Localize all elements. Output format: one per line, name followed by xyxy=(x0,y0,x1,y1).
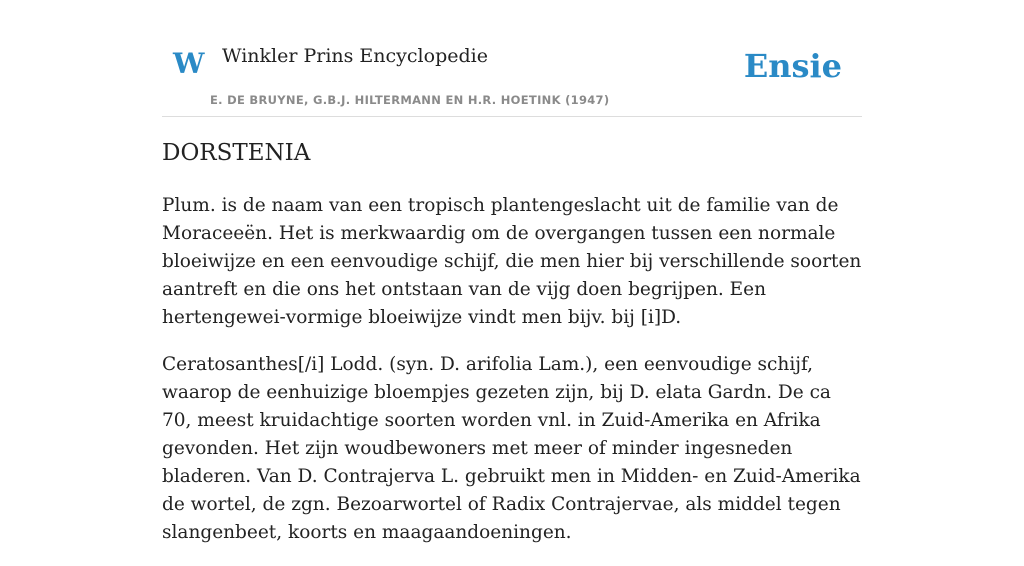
winkler-prins-logo[interactable]: W xyxy=(173,47,205,80)
article-title: DORSTENIA xyxy=(162,140,311,166)
article-paragraph: Plum. is de naam van een tropisch plantengeslacht uit de familie van de Moraceeën. Het is merkwaardig om de overgangen tussen een normale bloeiwijze en een eenvoudige schijf, die men hier bij verschillende soorten aantreft en die ons het ontstaan van de vijg doen begrijpen. Een hertengewei-vormige bloeiwijze vindt men bijv. bij [i]D. xyxy=(162,195,862,328)
header xyxy=(162,0,862,117)
article-body xyxy=(162,192,862,566)
publication-authors: E. DE BRUYNE, G.B.J. HILTERMANN EN H.R. HOETINK (1947) xyxy=(210,93,610,107)
ensie-logo[interactable]: Ensie xyxy=(743,47,842,85)
article-paragraph: Ceratosanthes[/i] Lodd. (syn. D. arifolia Lam.), een eenvoudige schijf, waarop de eenhuizige bloempjes gezeten zijn, bij D. elata Gardn. De ca 70, meest kruidachtige soorten worden vnl. in Zuid-Amerika en Afrika gevonden. Het zijn woudbewoners met meer of minder ingesneden bladeren. Van D. Contrajerva L. gebruikt men in Midden- en Zuid-Amerika de wortel, de zgn. Bezoarwortel of Radix Contrajervae, als middel tegen slangenbeet, koorts en maagaandoeningen. xyxy=(162,354,861,543)
publication-title[interactable]: Winkler Prins Encyclopedie xyxy=(222,45,488,67)
content-column xyxy=(162,0,862,543)
